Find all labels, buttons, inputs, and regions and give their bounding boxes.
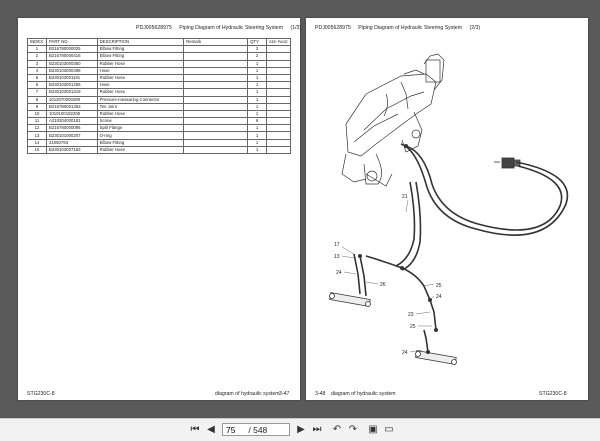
col-index: INDEX (28, 39, 47, 46)
footer-caption: diagram of hydraulic system (215, 391, 280, 397)
table-cell: 1 (248, 82, 267, 89)
table-row (28, 46, 291, 53)
page-title: Piping Diagram of Hydraulic Steering System (179, 25, 284, 31)
table-cell: 1 (248, 74, 267, 81)
table-cell: A210204000181 (46, 118, 97, 125)
table-cell (267, 146, 291, 153)
steering-valve-drawing (494, 158, 520, 168)
table-row (28, 132, 291, 139)
page-number-box[interactable] (222, 423, 290, 436)
table-cell (267, 67, 291, 74)
footer-caption: diagram of hydraulic system (331, 391, 396, 397)
table-cell (184, 82, 248, 89)
table-cell (184, 60, 248, 67)
page-header (136, 25, 307, 31)
sheet-number: (2/3) (469, 25, 481, 31)
table-cell: 2 (248, 46, 267, 53)
table-cell: 7 (28, 89, 47, 96)
table-cell: 1 (248, 132, 267, 139)
forward-icon[interactable]: ↷ (348, 424, 358, 435)
table-row (28, 67, 291, 74)
table-cell (267, 74, 291, 81)
table-cell (267, 132, 291, 139)
next-page-icon[interactable]: ▶ (297, 424, 305, 435)
table-cell: 11 (28, 118, 47, 125)
callout-24c: 24 (402, 350, 408, 356)
fittings-drawing (358, 144, 438, 354)
table-header-row (28, 39, 291, 46)
table-cell: B230103007183 (46, 146, 97, 153)
table-cell: 13 (28, 132, 47, 139)
callout-23: 23 (408, 312, 414, 318)
table-cell: 9 (28, 103, 47, 110)
table-cell: 1 (248, 103, 267, 110)
col-remark: Remark (184, 39, 248, 46)
parts-table-body (28, 46, 291, 154)
table-row (28, 139, 291, 146)
sheet-number: (1/3) (290, 25, 302, 31)
table-cell: 1 (248, 110, 267, 117)
table-row (28, 103, 291, 110)
table-cell: B216780001353 (46, 103, 97, 110)
callout-25b: 25 (410, 324, 416, 330)
table-cell: Rubber Hose (97, 60, 184, 67)
fit-page-icon[interactable]: ▣ (368, 424, 378, 435)
footer-model: STG230C-8 (27, 391, 55, 397)
table-cell (267, 60, 291, 67)
table-cell: 1 (248, 89, 267, 96)
table-cell: 1 (248, 67, 267, 74)
table-row (28, 89, 291, 96)
hose-lines (354, 144, 567, 352)
machine-frame-drawing (342, 54, 444, 186)
table-cell: 2 (248, 53, 267, 60)
callout-17: 17 (334, 242, 340, 248)
callout-24b: 24 (436, 294, 442, 300)
table-cell (267, 53, 291, 60)
page-3-47 (18, 18, 300, 400)
table-cell (267, 110, 291, 117)
table-cell: B230103000350 (46, 60, 97, 67)
table-cell (184, 110, 248, 117)
table-cell: Rubber Hose (97, 146, 184, 153)
table-cell: Hose (97, 82, 184, 89)
steering-cylinders-drawing (330, 293, 457, 365)
table-row (28, 146, 291, 153)
table-cell: B216780000025 (46, 46, 97, 53)
table-cell: B230103000498 (46, 67, 97, 74)
table-cell: 1 (248, 125, 267, 132)
footer-model: STG230C-8 (539, 391, 567, 397)
table-cell: B230101000207 (46, 132, 97, 139)
table-cell: 3 (28, 60, 47, 67)
table-row (28, 60, 291, 67)
table-row (28, 118, 291, 125)
table-cell (184, 96, 248, 103)
table-cell: 6 (28, 82, 47, 89)
table-cell: Elbow Fitting (97, 46, 184, 53)
doc-code: PDJ005628975 (315, 25, 351, 31)
table-cell: Pressure-measuring Connector (97, 96, 184, 103)
table-row (28, 74, 291, 81)
table-cell (184, 53, 248, 60)
table-cell: B230103001319 (46, 89, 97, 96)
table-cell (184, 89, 248, 96)
single-page-icon[interactable]: ▭ (384, 424, 394, 435)
table-cell: 2 (28, 53, 47, 60)
parts-table (27, 38, 291, 154)
callout-26: 26 (380, 282, 386, 288)
table-cell (267, 46, 291, 53)
table-cell: 6 (248, 118, 267, 125)
table-cell: Screw (97, 118, 184, 125)
table-cell: Rubber Hose (97, 74, 184, 81)
col-see-page: SEE PAGE (267, 39, 291, 46)
table-cell: 1 (248, 139, 267, 146)
page-number-input[interactable] (226, 425, 246, 435)
table-cell: 1 (28, 46, 47, 53)
table-cell (184, 67, 248, 74)
table-cell (267, 118, 291, 125)
table-cell: B216780000416 (46, 53, 97, 60)
table-cell: Rubber Hose (97, 110, 184, 117)
callout-25: 25 (436, 283, 442, 289)
table-cell: 14 (28, 139, 47, 146)
table-cell: Hose (97, 67, 184, 74)
table-cell: 1010100182209 (46, 110, 97, 117)
table-cell: Split Flange (97, 125, 184, 132)
back-icon[interactable]: ↶ (332, 424, 342, 435)
table-cell (184, 118, 248, 125)
table-cell: 1 (248, 146, 267, 153)
prev-page-icon[interactable]: ◀ (207, 424, 215, 435)
col-qty: QTY (248, 39, 267, 46)
callout-13: 13 (334, 254, 340, 260)
table-cell (267, 82, 291, 89)
table-cell (184, 46, 248, 53)
table-cell: O-ring (97, 132, 184, 139)
table-cell (184, 103, 248, 110)
table-row (28, 96, 291, 103)
table-cell: 5 (28, 74, 47, 81)
table-row (28, 110, 291, 117)
table-cell: 12 (28, 125, 47, 132)
table-cell: Elbow Fitting (97, 53, 184, 60)
page-title: Piping Diagram of Hydraulic Steering System (358, 25, 463, 31)
table-cell (267, 125, 291, 132)
hydraulic-piping-diagram (306, 34, 588, 374)
table-cell: 1 (248, 60, 267, 67)
table-row (28, 82, 291, 89)
table-cell: 1012070000289 (46, 96, 97, 103)
table-row (28, 53, 291, 60)
total-pages: / 548 (248, 425, 268, 435)
table-cell (184, 74, 248, 81)
table-cell (267, 139, 291, 146)
table-cell: 8 (28, 96, 47, 103)
table-cell: B216780000096 (46, 125, 97, 132)
table-cell (267, 96, 291, 103)
table-cell: 21050793 (46, 139, 97, 146)
table-cell: Elbow Fitting (97, 139, 184, 146)
table-cell: 15 (28, 146, 47, 153)
first-page-icon[interactable]: ⏮ (190, 424, 200, 435)
table-cell (267, 89, 291, 96)
callout-24: 24 (336, 270, 342, 276)
page-header (315, 25, 486, 31)
doc-code: PDJ005628975 (136, 25, 172, 31)
col-part-no: PART NO. (46, 39, 97, 46)
table-cell: B230103001256 (46, 82, 97, 89)
table-cell: Tee Joint (97, 103, 184, 110)
callout-numbers (334, 194, 442, 356)
table-cell (184, 132, 248, 139)
footer-page-number: 3-47 (279, 391, 290, 397)
viewer-toolbar (0, 418, 600, 441)
table-cell: Rubber Hose (97, 89, 184, 96)
table-cell (184, 125, 248, 132)
page-3-48 (306, 18, 588, 400)
table-row (28, 125, 291, 132)
footer-page-number: 3-48 (315, 391, 326, 397)
table-cell (184, 139, 248, 146)
col-description: DESCRIPTION (97, 39, 184, 46)
table-cell: 1 (248, 96, 267, 103)
last-page-icon[interactable]: ⏭ (312, 424, 322, 435)
table-cell: 4 (28, 67, 47, 74)
table-cell: B230103001191 (46, 74, 97, 81)
table-cell: 10 (28, 110, 47, 117)
table-cell (184, 146, 248, 153)
table-cell (267, 103, 291, 110)
callout-21: 21 (402, 194, 408, 200)
